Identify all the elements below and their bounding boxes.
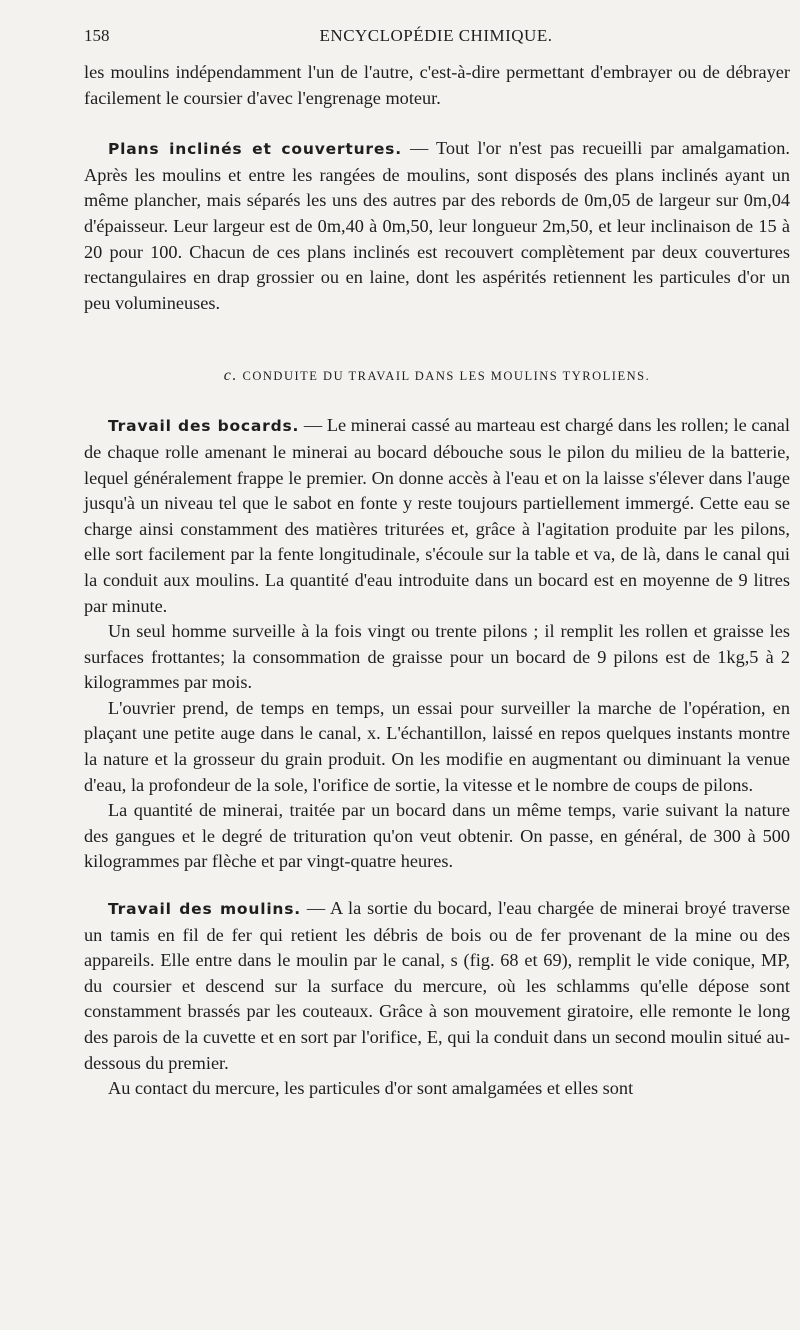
- subsection-title-text: CONDUITE DU TRAVAIL DANS LES MOULINS TYROLIENS.: [242, 369, 651, 384]
- paragraph-moulins-1-text: — A la sortie du bocard, l'eau chargée de minerai broyé traverse un tamis en fil de fer qui retient les débris de bois ou de fer provenant de la mine ou des appareils. Elle entre dans le moulin par le canal, s (fig. 68 et 69), remplit le vide conique, MP, du coursier et descend sur la surface du mercure, où les schlamms qu'elle dépose sont constamment brassés par les couteaux. Grâce à son mouvement giratoire, elle remonte le long des parois de la cuvette et en sort par l'orifice, E, qui la conduit dans un second moulin situé au-dessous du premier.: [84, 898, 790, 1073]
- paragraph-bocards-1: [84, 413, 790, 619]
- paragraph-bocards-1-text: — Le minerai cassé au marteau est chargé dans les rollen; le canal de chaque rolle amenant le minerai au bocard débouche sous le pilon du milieu de la batterie, lequel généralement frappe le premier. On donne accès à l'eau et on la laisse s'élever dans l'auge jusqu'à un niveau tel que le sabot en fonte y reste toujours partiellement immergé. Cette eau se charge ainsi constamment des matières triturées et, grâce à l'agitation produite par les pilons, elle sort facilement par la fente longitudinale, s'écoule sur la table et va, de là, dans le canal qui la conduit aux moulins. La quantité d'eau introduite dans un bocard est en moyenne de 9 litres par minute.: [84, 415, 790, 616]
- page-number: 158: [84, 26, 110, 45]
- paragraph-plans: [84, 136, 790, 316]
- section-heading-bocards: Travail des bocards.: [108, 417, 300, 436]
- paragraph-moulins-2: Au contact du mercure, les particules d'or sont amalgamées et elles sont: [108, 1078, 634, 1099]
- paragraph-intro: les moulins indépendamment l'un de l'autre, c'est-à-dire permettant d'embrayer ou de débrayer facilement le coursier d'avec l'engrenage moteur.: [84, 62, 790, 108]
- section-heading-plans: Plans inclinés et couvertures.: [108, 140, 402, 159]
- running-title: ENCYCLOPÉDIE CHIMIQUE.: [319, 26, 553, 45]
- paragraph-bocards-3: L'ouvrier prend, de temps en temps, un essai pour surveiller la marche de l'opération, en plaçant une petite auge dans le canal, x. L'échantillon, laissé en repos quelques instants montre la nature et la grosseur du grain produit. On les modifie en augmentant ou diminuant la venue d'eau, la profondeur de la sole, l'orifice de sortie, la vitesse et le nombre de coups de pilons.: [84, 697, 790, 795]
- paragraph-moulins-1: [84, 896, 790, 1076]
- paragraph-plans-text: — Tout l'or n'est pas recueilli par amalgamation. Après les moulins et entre les rangées de moulins, sont disposés des plans inclinés ayant un même plancher, mais séparés les uns des autres par des rebords de 0m,05 de largeur sur 0m,04 d'épaisseur. Leur largeur est de 0m,40 à 0m,50, leur longueur 2m,50, et leur inclinaison de 15 à 20 pour 100. Chacun de ces plans inclinés est recouvert complètement par deux couvertures rectangulaires en drap grossier ou en laine, dont les aspérités retiennent les particules d'or un peu volumineuses.: [84, 138, 790, 313]
- section-heading-moulins: Travail des moulins.: [108, 900, 301, 919]
- paragraph-bocards-2: Un seul homme surveille à la fois vingt ou trente pilons ; il remplit les rollen et graisse les surfaces frottantes; la consommation de graisse pour un bocard de 9 pilons est de 1kg,5 à 2 kilogrammes par mois.: [84, 621, 790, 693]
- subsection-letter: c.: [223, 367, 238, 385]
- paragraph-bocards-4: La quantité de minerai, traitée par un bocard dans un même temps, varie suivant la nature des gangues et le degré de trituration qu'on veut obtenir. On passe, en général, de 300 à 500 kilogrammes par flèche et par vingt-quatre heures.: [84, 800, 790, 872]
- body-text: [84, 60, 790, 1102]
- subsection-title: [84, 363, 790, 389]
